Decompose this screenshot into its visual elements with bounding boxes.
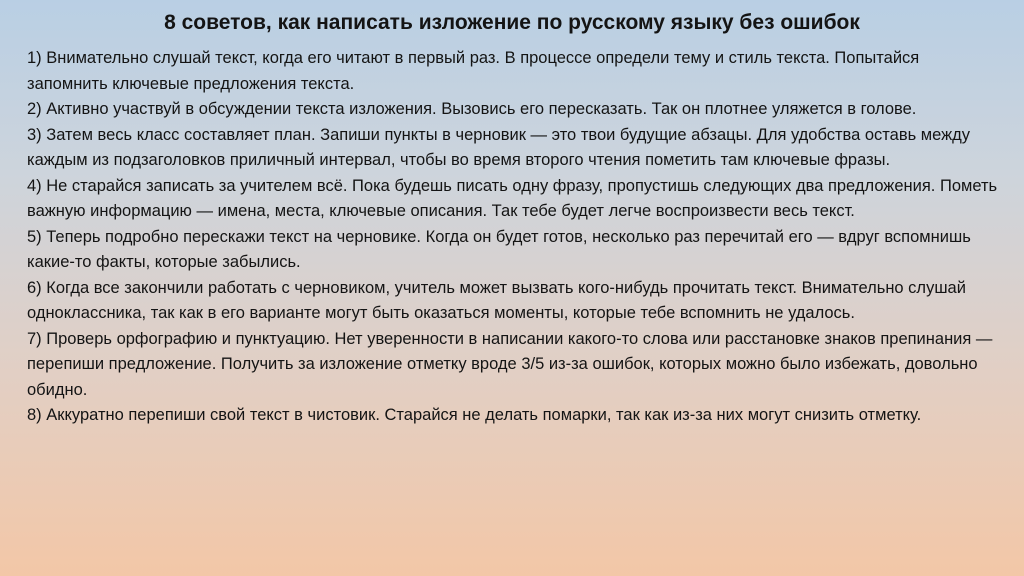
tip-5: 5) Теперь подробно перескажи текст на черновике. Когда он будет готов, несколько раз перечитай его — вдруг вспомнишь какие-то факты, которые забылись.: [27, 227, 971, 271]
tip-1: 1) Внимательно слушай текст, когда его читают в первый раз. В процессе определи тему и стиль текста. Попытайся запомнить ключевые предложения текста.: [27, 49, 920, 93]
tip-7: 7) Проверь орфографию и пунктуацию. Нет уверенности в написании какого-то слова или расстановке знаков препинания — перепиши предложение. Получить за изложение отметку вроде 3/5 из-за ошибок, которых можно было избежать, довольно обидно.: [27, 329, 993, 399]
tip-3: 3) Затем весь класс составляет план. Запиши пункты в черновик — это твои будущие абзацы. Для удобства оставь между каждым из подзаголовков приличный интервал, чтобы во время второго чтения пометить там ключевые фразы.: [27, 125, 971, 169]
tip-8: 8) Аккуратно перепиши свой текст в чистовик. Старайся не делать помарки, так как из-за них могут снизить отметку.: [27, 406, 922, 424]
tip-6: 6) Когда все закончили работать с черновиком, учитель может вызвать кого-нибудь прочитать текст. Внимательно слушай одноклассника, так как в его варианте могут быть оказаться моменты, которые тебе вспомнить не удалось.: [27, 278, 966, 322]
tip-4: 4) Не старайся записать за учителем всё. Пока будешь писать одну фразу, пропустишь следующих два предложения. Пометь важную информацию — имена, места, ключевые описания. Так тебе будет легче воспроизвести весь текст.: [27, 176, 998, 220]
tips-list: [27, 46, 1002, 429]
tip-2: 2) Активно участвуй в обсуждении текста изложения. Вызовись его пересказать. Так он плотнее уляжется в голове.: [27, 100, 917, 118]
slide-title: 8 советов, как написать изложение по русскому языку без ошибок: [164, 11, 860, 34]
